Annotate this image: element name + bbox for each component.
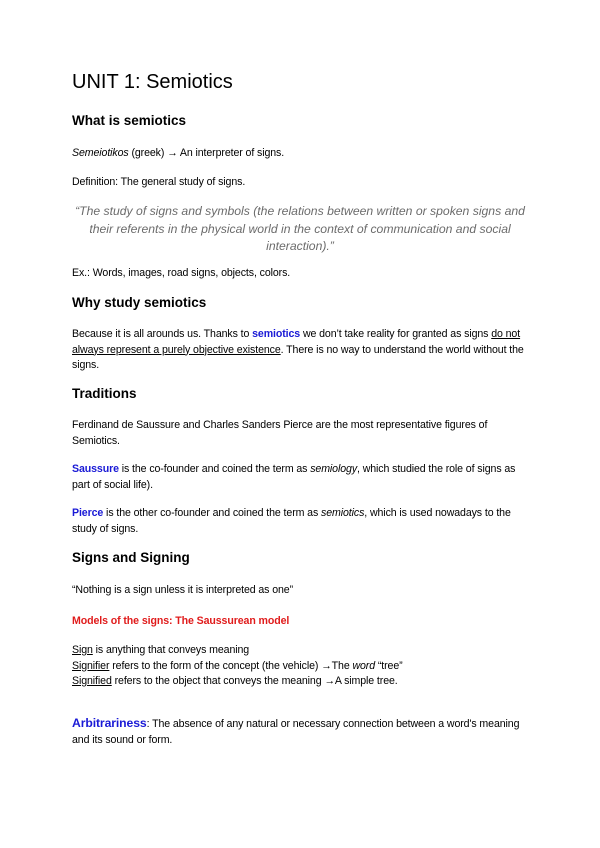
term-arbitrariness: Arbitrariness bbox=[72, 716, 147, 730]
sign-definitions bbox=[72, 643, 532, 690]
saussure-text-b: , which studied the role of signs as part of social life). bbox=[72, 463, 516, 491]
pierce-text-b: , which is used nowadays to the study of signs. bbox=[72, 507, 511, 535]
definition-quote: “The study of signs and symbols (the relations between written or spoken signs and their referents in the physical world in the context of communication and social interaction).” bbox=[75, 204, 525, 253]
etymology-rest: (greek) → An interpreter of signs. bbox=[128, 147, 285, 159]
traditions-intro: Ferdinand de Saussure and Charles Sanders Pierce are the most representative figures of Semiotics. bbox=[72, 419, 488, 447]
why-underlined-text: do not always represent a purely objective existence bbox=[72, 328, 521, 356]
arbitrariness-def: : The absence of any natural or necessary connection between a word's meaning and its sound or form. bbox=[72, 718, 520, 746]
page-title: UNIT 1: Semiotics bbox=[72, 71, 233, 93]
term-semiotics: semiotics bbox=[252, 328, 301, 340]
sign-def: is anything that conveys meaning bbox=[92, 644, 250, 656]
heading-signs-and-signing: Signs and Signing bbox=[72, 550, 190, 565]
definition-line: Definition: The general study of signs. bbox=[72, 176, 246, 188]
pierce-name: Pierce bbox=[72, 507, 104, 519]
signified-def: refers to the object that conveys the meaning →A simple tree. bbox=[111, 675, 398, 687]
why-text-a: Because it is all arounds us. Thanks to bbox=[72, 328, 253, 340]
pierce-text-a: is the other co-founder and coined the term as bbox=[103, 507, 322, 519]
signifier-word: word bbox=[352, 659, 376, 672]
why-text-b: we don’t take reality for granted as signs bbox=[300, 328, 492, 340]
saussure-paragraph bbox=[72, 462, 532, 493]
saussure-text-a: is the co-founder and coined the term as bbox=[118, 463, 311, 475]
term-signified: Signified bbox=[72, 675, 112, 687]
term-signifier: Signifier bbox=[72, 659, 110, 672]
why-paragraph bbox=[72, 327, 532, 374]
term-sign: Sign bbox=[72, 644, 93, 656]
heading-why-study-semiotics: Why study semiotics bbox=[72, 295, 207, 310]
models-heading: Models of the signs: The Saussurean model bbox=[72, 615, 290, 627]
heading-what-is-semiotics: What is semiotics bbox=[72, 113, 187, 128]
term-semiotics-italic: semiotics bbox=[321, 507, 365, 519]
term-semiology: semiology bbox=[310, 463, 358, 475]
pierce-paragraph bbox=[72, 506, 532, 537]
saussure-name: Saussure bbox=[72, 463, 119, 475]
arbitrariness-paragraph bbox=[72, 716, 532, 748]
etymology-line bbox=[72, 146, 532, 162]
signifier-def: refers to the form of the concept (the vehicle) →The bbox=[109, 659, 353, 672]
examples-line: Ex.: Words, images, road signs, objects, colors. bbox=[72, 267, 291, 279]
etymology-word: Semeiotikos bbox=[72, 147, 129, 159]
signs-quote: “Nothing is a sign unless it is interpreted as one” bbox=[72, 584, 294, 596]
signifier-end: “tree” bbox=[375, 659, 403, 672]
heading-traditions: Traditions bbox=[72, 386, 137, 401]
why-text-c: . There is no way to understand the world without the signs. bbox=[72, 343, 524, 371]
